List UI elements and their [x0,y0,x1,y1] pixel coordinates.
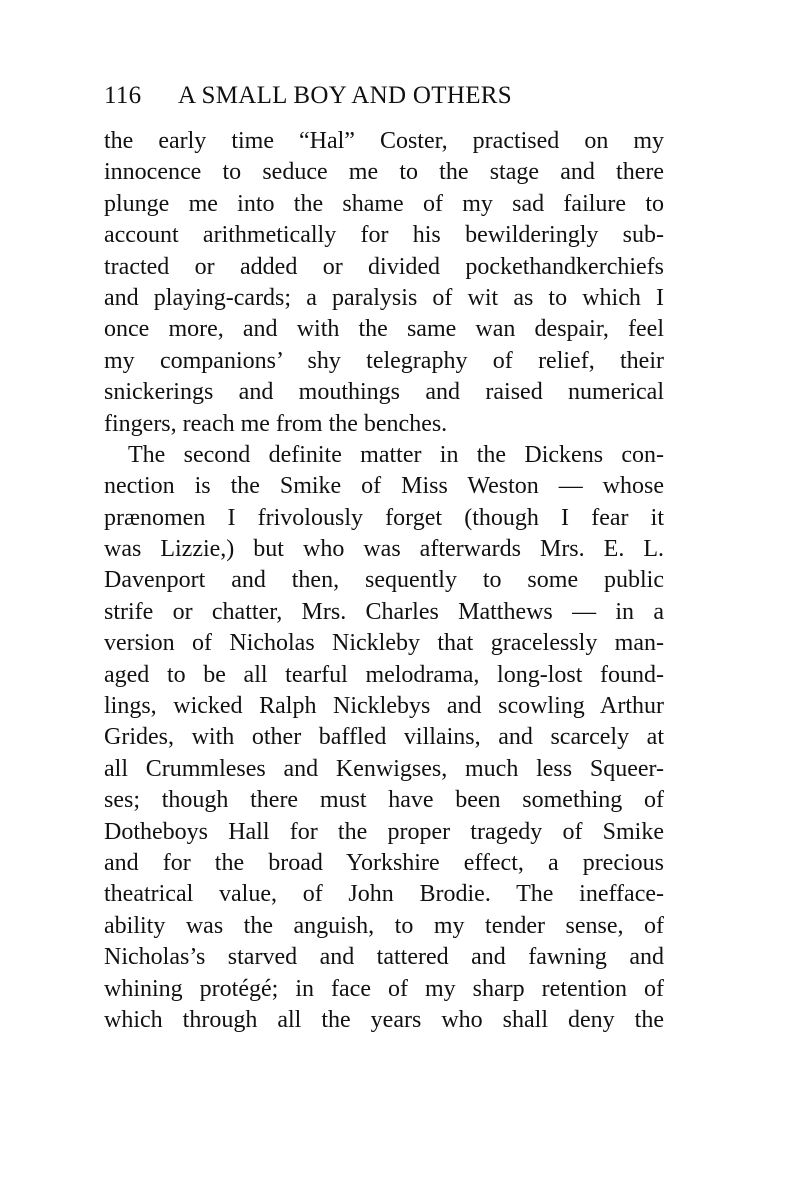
text-line: innocence to seduce me to the stage and there [104,159,664,186]
text-line: tracted or added or divided pockethandkerchiefs [104,253,664,280]
paragraph-1 [104,126,664,440]
text-line: Nicholas’s starved and tattered and fawning and [104,944,664,971]
text-line: version of Nicholas Nickleby that gracelessly man- [104,630,664,657]
text-line: whining protégé; in face of my sharp retention of [104,975,664,1002]
text-line: once more, and with the same wan despair, feel [104,316,664,343]
text-line: snickerings and mouthings and raised numerical [104,379,664,406]
running-head [104,80,664,112]
text-line: and playing-cards; a paralysis of wit as to which I [104,284,664,311]
text-line: Dotheboys Hall for the proper tragedy of Smike [104,818,664,845]
body-text [104,126,664,1036]
text-line: Davenport and then, sequently to some public [104,567,664,594]
text-line: theatrical value, of John Brodie. The inefface- [104,881,664,908]
text-line: The second definite matter in the Dickens con- [128,441,664,468]
text-line: ability was the anguish, to my tender sense, of [104,912,664,939]
text-line: ses; though there must have been something of [104,787,664,814]
text-line: lings, wicked Ralph Nicklebys and scowling Arthur [104,693,664,720]
text-line: was Lizzie,) but who was afterwards Mrs. E. L. [104,536,664,563]
book-page [104,80,664,1036]
page-number: 116 [104,82,142,109]
text-line: aged to be all tearful melodrama, long-lost found- [104,661,664,688]
text-line: and for the broad Yorkshire effect, a precious [104,849,664,876]
text-line: plunge me into the shame of my sad failure to [104,190,664,217]
text-line: nection is the Smike of Miss Weston — whose [104,473,664,500]
text-line: prænomen I frivolously forget (though I fear it [104,504,664,531]
text-line: which through all the years who shall deny the [104,1006,664,1033]
text-line: account arithmetically for his bewilderingly sub- [104,222,664,249]
text-line: Grides, with other baffled villains, and scarcely at [104,724,664,751]
text-line: strife or chatter, Mrs. Charles Matthews — in a [104,598,664,625]
paragraph-2 [104,440,664,1036]
text-line: my companions’ shy telegraphy of relief, their [104,347,664,374]
text-line: the early time “Hal” Coster, practised on my [104,128,664,154]
text-line: all Crummleses and Kenwigses, much less Squeer- [104,755,664,782]
text-line: fingers, reach me from the benches. [104,410,448,437]
running-title: A SMALL BOY AND OTHERS [178,82,512,109]
